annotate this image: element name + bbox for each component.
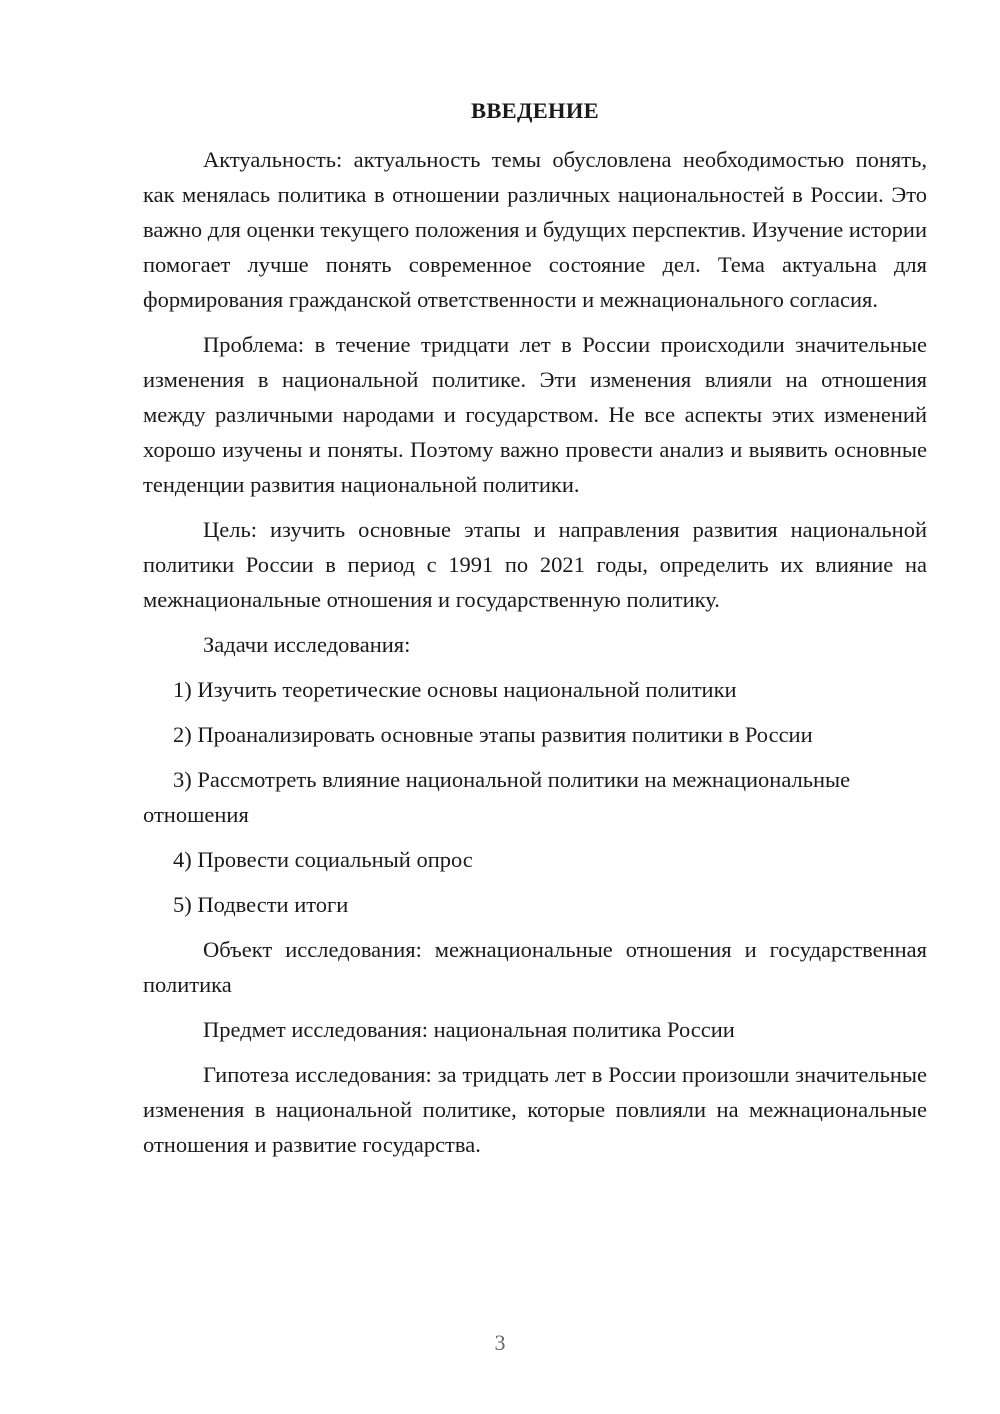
paragraph-relevance: Актуальность: актуальность темы обусловлена необходимостью понять, как менялась политика в отношении различных национальностей в России. Это важно для оценки текущего положения и будущих перспектив. Изучение истории помогает лучше понять современное состояние дел. Тема актуальна для формирования гражданской ответственности и межнационального согласия. [143,147,927,312]
paragraph-object: Объект исследования: межнациональные отношения и государственная политика [143,937,927,997]
task-item-1: 1) Изучить теоретические основы национальной политики [173,677,737,702]
task-item-3: 3) Рассмотреть влияние национальной политики на межнациональные отношения [143,767,851,827]
page-title: ВВЕДЕНИЕ [471,98,599,123]
tasks-heading: Задачи исследования: [203,632,411,657]
paragraph-subject: Предмет исследования: национальная политика России [203,1017,735,1042]
task-item-2: 2) Проанализировать основные этапы развития политики в России [173,722,813,747]
page-number: 3 [494,1330,506,1355]
task-item-5: 5) Подвести итоги [173,892,349,917]
paragraph-goal: Цель: изучить основные этапы и направления развития национальной политики России в период с 1991 по 2021 годы, определить их влияние на межнациональные отношения и государственную политику. [143,517,927,612]
document-page [143,96,927,1172]
task-item-4: 4) Провести социальный опрос [173,847,473,872]
paragraph-hypothesis: Гипотеза исследования: за тридцать лет в России произошли значительные изменения в национальной политике, которые повлияли на межнациональные отношения и развитие государства. [143,1062,927,1157]
paragraph-problem: Проблема: в течение тридцати лет в России происходили значительные изменения в национальной политике. Эти изменения влияли на отношения между различными народами и государством. Не все аспекты этих изменений хорошо изучены и поняты. Поэтому важно провести анализ и выявить основные тенденции развития национальной политики. [143,332,927,497]
